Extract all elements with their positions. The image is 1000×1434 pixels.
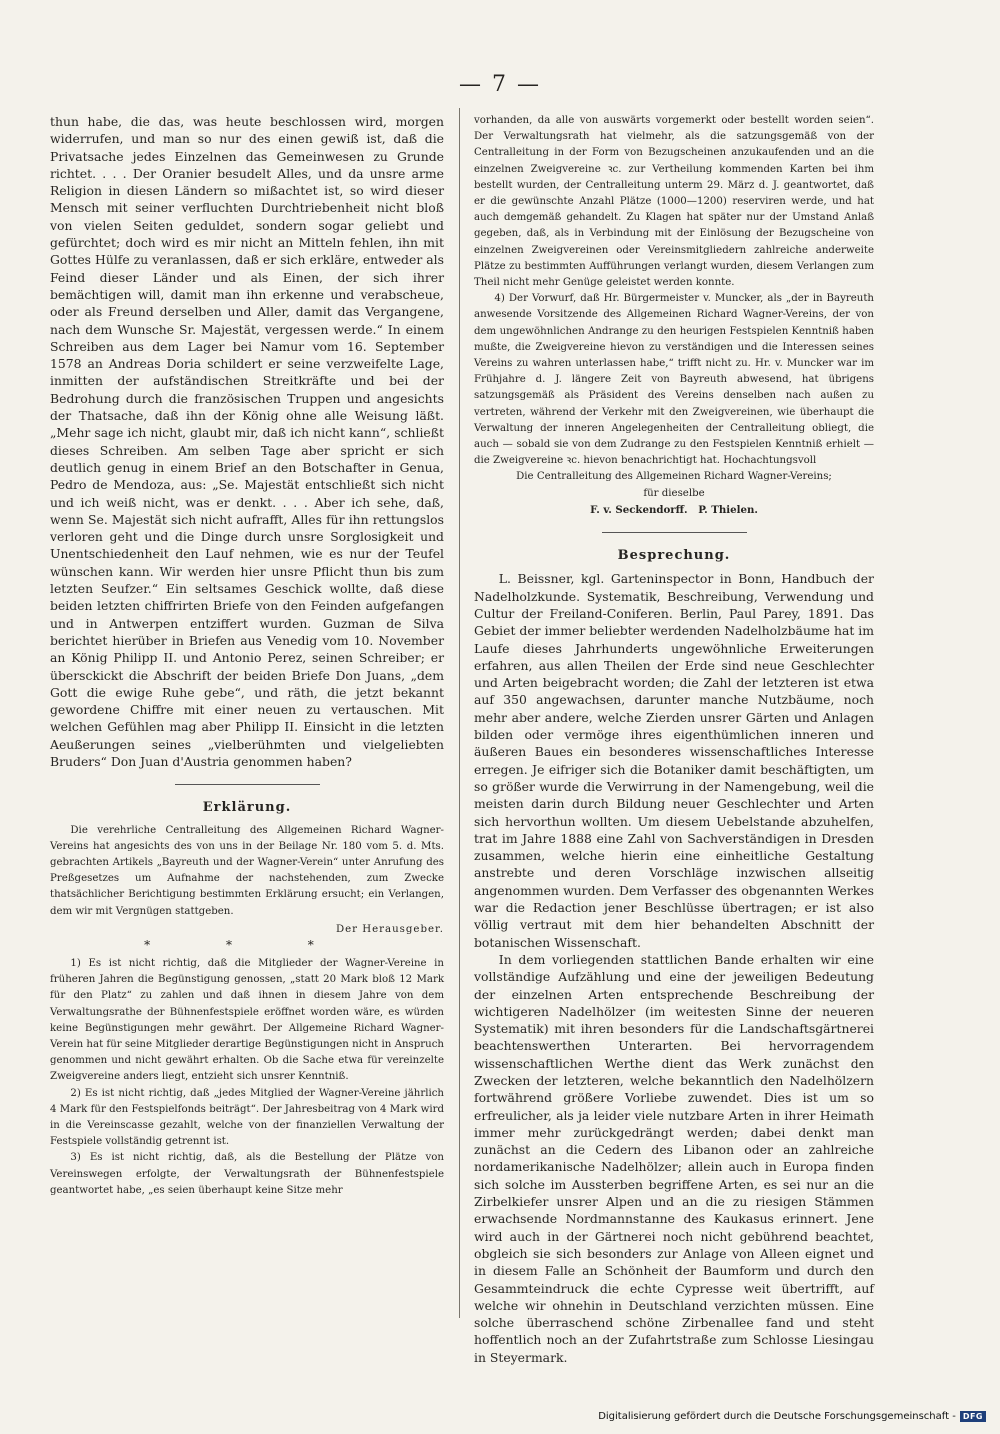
review-text: L. Beissner, kgl. Garteninspector in Bonn, Handbuch der Nadelholzkunde. Systematik, Beschreibung, Verwendung und Cultur der Freiland-Coniferen. Berlin, Paul Parey, 1891. Das Gebiet der immer beliebter werdenden Nadelholzbäume hat im Laufe dieses Jahrhunderts ungewöhnliche Erweiterungen erfahren, aus allen Theilen der Erde sind neue Geschlechter und Arten beigebracht worden; die Zahl der letzteren ist etwa auf 350 angewachsen, darunter manche Nutzbäume, noch mehr aber andere, welche Zierden unsrer Gärten und Anlagen bilden oder vermöge ihres eigenthümlichen inneren und äußeren Baues ein besonderes wissenschaftliches Interesse erregen. Je eifriger sich die Botaniker damit beschäftigten, um so größer wurde die Verwirrung in der Namengebung, weil die meisten darin durch Bildung neuer Geschlechter und Arten sich hervorthun wollten. Um diesem Uebelstande abzuhelfen, trat im Jahre 1888 eine Zahl von Sachverständigen in Dresden zusammen, welche hierin eine einheitliche Gestaltung anstrebte und deren Vorschläge inzwischen allseitig angenommen wurden. Dem Verfasser des obgenannten Werkes war die Redaction jener Beschlüsse übertragen; er ist also völlig vertraut mit dem hier behandelten Abschnitt der botanischen Wissenschaft.: [474, 571, 874, 950]
column-divider: [459, 108, 460, 1318]
declaration-continuation: vorhanden, da alle von auswärts vorgemerkt oder bestellt worden seien“. Der Verwaltungsrath hat vielmehr, als die satzungsgemäß von der Centralleitung in der Form von Bezugscheinen anzukaufenden und an die einzelnen Zweigvereine ꝛc. zur Vertheilung kommenden Karten bei ihm bestellt wurden, der Centralleitung unterm 29. März d. J. geantwortet, daß er die gewünschte Anzahl Plätze (1000—1200) reserviren werde, und hat auch demgemäß gehandelt. Zu Klagen hat später nur der Umstand Anlaß gegeben, daß, als in Verbindung mit der Einlösung der Bezugscheine von einzelnen Zweigvereinen oder Vereinsmitgliedern zahlreiche anderweite Plätze zu bestimmten Aufführungen verlangt wurden, diesem Verlangen zum Theil nicht mehr Genüge geleistet werden konnte.: [474, 115, 874, 289]
declaration-intro: Die verehrliche Centralleitung des Allgemeinen Richard Wagner-Vereins hat angesichts des von uns in der Beilage Nr. 180 vom 5. d. Mts. gebrachten Artikels „Bayreuth und der Wagner-Verein“ unter Anrufung des Preßgesetzes um Aufnahme der nachstehenden, zum Zwecke thatsächlicher Berichtigung bestimmten Erklärung ersucht; ein Verlangen, dem wir mit Vergnügen stattgeben.: [50, 824, 444, 917]
signature-line: für dieselbe: [643, 487, 705, 499]
right-column: [474, 113, 874, 1366]
section-heading: Erklärung.: [202, 800, 292, 816]
footer-text: Digitalisierung gefördert durch die Deutsche Forschungsgemeinschaft -: [598, 1411, 956, 1422]
section-stars: * * *: [144, 938, 350, 952]
section-heading: Besprechung.: [617, 548, 731, 564]
digitization-credit: [598, 1411, 986, 1422]
signature-names: F. v. Seckendorff. P. Thielen.: [590, 503, 758, 516]
declaration-point-3: 3) Es ist nicht richtig, daß, als die Bestellung der Plätze von Vereinswegen erfolgte, der Verwaltungsrath der Bühnenfestspiele geantwortet habe, „es seien überhaupt keine Sitze mehr: [50, 1152, 444, 1196]
editor-signature: Der Herausgeber.: [335, 923, 444, 935]
declaration-point-2: 2) Es ist nicht richtig, daß „jedes Mitglied der Wagner-Vereine jährlich 4 Mark für den Festspielfonds beiträgt“. Der Jahresbeitrag von 4 Mark wird in die Vereinscasse gezahlt, welche von der finanziellen Verwaltung der Festspiele vollständig getrennt ist.: [50, 1087, 444, 1148]
dfg-logo-icon: DFG: [960, 1411, 986, 1422]
signature-line: Die Centralleitung des Allgemeinen Richard Wagner-Vereins;: [516, 471, 832, 483]
declaration-point-1: 1) Es ist nicht richtig, daß die Mitglieder der Wagner-Vereine in früheren Jahren die Begünstigung genossen, „statt 20 Mark bloß 12 Mark für den Platz“ zu zahlen und daß ihnen in diesem Jahre von dem Verwaltungsrathe der Bühnenfestspiele eröffnet worden wäre, es würden keine Begünstigungen mehr gewährt. Der Allgemeine Richard Wagner-Verein hat für seine Mitglieder derartige Begünstigungen nicht in Anspruch genommen und nicht gewährt erhalten. Ob die Sache etwa für vereinzelte Zweigvereine anders liegt, entzieht sich unsrer Kenntniß.: [50, 958, 444, 1083]
review-text: In dem vorliegenden stattlichen Bande erhalten wir eine vollständige Aufzählung und eine der jeweiligen Bedeutung der einzelnen Arten entsprechende Beschreibung der wichtigeren Nadelhölzer (im weitesten Sinne der neueren Systematik) mit ihren besonders für die Landschaftsgärtnerei beachtenswerthen Unterarten. Bei hervorragendem wissenschaftlichen Werthe dient das Werk zunächst den Zwecken der letzteren, welche bekanntlich den Nadelhölzern fortwährend größere Vorliebe zuwendet. Dies ist um so erfreulicher, als ja leider viele nutzbare Arten in ihrer Heimath immer mehr zurückgedrängt werden; dabei denkt man zunächst an die Cedern des Libanon oder an zahlreiche nordamerikanische Nadelhölzer; allein auch in Europa finden sich solche im Aussterben begriffene Arten, es sei nur an die Zirbelkiefer unsrer Alpen und an die zu riesigen Stämmen erwachsende Nordmannstanne des Kaukasus erinnert. Jene wird auch in der Gärtnerei noch nicht gebührend beachtet, obgleich sie sich besonders zur Anlage von Alleen eignet und in diesem Falle an Schönheit der Baumform und durch den Gesammteindruck die echte Cypresse weit übertrifft, auf welche wir ohnehin in Deutschland verzichten müssen. Eine solche überraschend schöne Zirbenallee fand und steht hoffentlich noch an der Zufahrtstraße zum Schlosse Liesingau in Steyermark.: [474, 951, 874, 1365]
article-text: thun habe, die das, was heute beschlossen wird, morgen widerrufen, und man so nur des einen gewiß ist, daß die Privatsache jedes Einzelnen das Gemeinwesen zu Grunde richtet. . . . Der Oranier besudelt Alles, und da unsre arme Religion in diesen Ländern so mißachtet ist, so wird dieser Mensch mit seiner verfluchten Durchtriebenheit nicht bloß von vielen Seiten geduldet, sondern sogar geliebt und gefürchtet; doch wird es mir nicht an Mitteln fehlen, ihn mit Gottes Hülfe zu veranlassen, daß er sich erkläre, entweder als Feind dieser Länder und als Einen, der sich ihrer bemächtigen will, damit man ihn erkenne und verabscheue, oder als Freund derselben und Aller, damit das Vergangene, nach dem Wunsche Sr. Majestät, vergessen werde.“ In einem Schreiben aus dem Lager bei Namur vom 16. September 1578 an Andreas Doria schildert er seine verzweifelte Lage, inmitten der aufständischen Streitkräfte und bei der Bedrohung durch die französischen Truppen und angesichts der Thatsache, daß ihn der König ohne alle Weisung läßt. „Mehr sage ich nicht, glaubt mir, daß ich nicht kann“, schließt dieses Schreiben. Am selben Tage aber spricht er sich deutlich genug in einem Brief an den Botschafter in Genua, Pedro de Mendoza, aus: „Se. Majestät entschließt sich nicht und ich weiß nicht, was er denkt. . . . Aber ich sehe, daß, wenn Se. Majestät sich nicht aufrafft, Alles für ihn rettungslos verloren geht und die Dinge durch unsre Sorglosigkeit und Unentschiedenheit den Lauf nehmen, wie es nur der Teufel wünschen kann. Wir werden hier unsre Pflicht thun bis zum letzten Seufzer.“ Ein seltsames Geschick wollte, daß diese beiden letzten chiffrirten Briefe von den Feinden aufgefangen und in Antwerpen entziffert wurden. Guzman de Silva berichtet hierüber in Briefen aus Venedig vom 10. November an König Philipp II. und Antonio Perez, seinen Schreiber; er übersckickt die Abschrift der beiden Briefe Don Juans, „dem Gott die ewige Ruhe gebe“, und räth, die jetzt bekannt gewordene Chiffre mit einer neuen zu vertauschen. Mit welchen Gefühlen mag aber Philipp II. Einsicht in die letzten Aeußerungen seines „vielberühmten und vielgeliebten Bruders“ Don Juan d'Austria genommen haben?: [50, 114, 444, 769]
page-number: — 7 —: [459, 72, 541, 97]
left-column: [50, 113, 444, 1199]
declaration-point-4: 4) Der Vorwurf, daß Hr. Bürgermeister v. Muncker, als „der in Bayreuth anwesende Vorsitzende des Allgemeinen Richard Wagner-Vereins, der von dem ungewöhnlichen Andrange zu den heurigen Festspielen Kenntniß haben mußte, die Zweigvereine hievon zu verständigen und die Interessen seines Vereins zu wahren unterlassen habe,“ trifft nicht zu. Hr. v. Muncker war im Frühjahre d. J. längere Zeit von Bayreuth abwesend, hat übrigens satzungsgemäß als Präsident des Vereins denselben nach außen zu vertreten, während der Verkehr mit den Zweigvereinen, wie überhaupt die Verwaltung der inneren Angelegenheiten der Centralleitung obliegt, die auch — sobald sie von dem Zudrange zu den Festspielen Kenntniß erhielt — die Zweigvereine ꝛc. hievon benachrichtigt hat. Hochachtungsvoll: [474, 293, 874, 467]
